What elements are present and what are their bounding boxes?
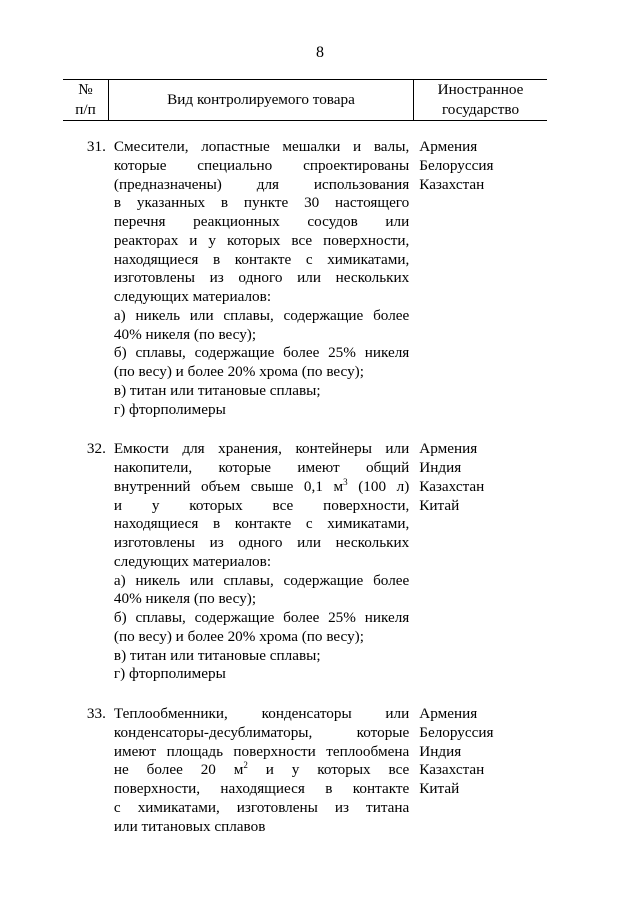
description-line (114, 761, 409, 780)
description-line (114, 628, 409, 647)
page-number: 8 (316, 44, 324, 61)
description-line (114, 382, 409, 401)
description-text: внутренний объем свыше 0,1 м (113, 477, 344, 495)
description-line (114, 326, 409, 345)
table-row (63, 440, 547, 684)
header-number-symbol: № (78, 81, 93, 98)
description-text: и у которых все (247, 761, 410, 779)
description-text: Емкости для хранения, контейнеры или (113, 440, 410, 458)
country-name: Армения (419, 440, 478, 458)
description-text: реакторах и у которых все поверхности, (113, 231, 410, 249)
description-line (114, 534, 409, 553)
country-name: Китай (419, 496, 460, 514)
item-countries (419, 138, 547, 419)
country-name: Китай (419, 780, 460, 797)
description-text: в указанных в пункте 30 настоящего (113, 194, 410, 212)
country-name: Казахстан (419, 175, 485, 193)
item-description (114, 705, 409, 836)
description-line (114, 572, 409, 591)
description-text: Смесители, лопастные мешалки и валы, (113, 138, 410, 155)
item-countries (419, 440, 547, 684)
country-name: Белоруссия (419, 156, 494, 174)
description-line (114, 157, 409, 176)
table-header (63, 79, 547, 121)
description-line (114, 138, 409, 157)
unit-exponent: 3 (343, 476, 348, 487)
country-name: Индия (419, 742, 462, 760)
table-body (63, 138, 547, 856)
description-line (114, 251, 409, 270)
table-row (63, 705, 547, 836)
description-line (114, 818, 409, 837)
description-line (114, 176, 409, 195)
description-text: следующих материалов: (113, 288, 272, 305)
description-line (114, 288, 409, 307)
description-line (114, 647, 409, 666)
description-line (114, 665, 409, 684)
description-line (114, 440, 409, 459)
item-number: 31. (86, 138, 106, 155)
description-text: (100 л) (347, 477, 410, 495)
description-text: конденсаторы-десублиматоры, которые (113, 723, 410, 741)
description-text: а) никель или сплавы, содержащие более (113, 306, 410, 324)
header-number-abbr: п/п (75, 101, 96, 118)
description-line (114, 307, 409, 326)
item-number: 32. (86, 440, 106, 458)
table-row (63, 138, 547, 419)
description-text: поверхности, находящиеся в контакте (113, 780, 410, 797)
description-text: и у которых все поверхности, (113, 496, 410, 514)
description-line (114, 724, 409, 743)
description-text: (по весу) и более 20% хрома (по весу); (113, 627, 364, 645)
description-line (114, 459, 409, 478)
description-text: б) сплавы, содержащие более 25% никеля (113, 609, 410, 626)
description-text: с химикатами, изготовлены из титана (113, 798, 410, 816)
country-name: Индия (419, 459, 462, 476)
description-line (114, 401, 409, 420)
description-line (114, 213, 409, 232)
description-text: накопители, которые имеют общий (113, 459, 410, 476)
description-text: в) титан или титановые сплавы; (113, 381, 321, 399)
country-name: Армения (419, 138, 478, 155)
description-line (114, 590, 409, 609)
description-text: (по весу) и более 20% хрома (по весу); (113, 363, 364, 380)
description-line (114, 553, 409, 572)
description-text: изготовлены из одного или нескольких (113, 269, 410, 287)
country-name: Армения (419, 705, 478, 722)
description-text: а) никель или сплавы, содержащие более (113, 571, 410, 589)
description-line (114, 194, 409, 213)
description-line (114, 515, 409, 534)
description-text: находящиеся в контакте с химикатами, (113, 515, 410, 533)
description-text: в) титан или титановые сплавы; (113, 646, 321, 664)
description-text: (предназначены) для использования (113, 175, 410, 193)
description-text: Теплообменники, конденсаторы или (113, 705, 410, 722)
description-text: которые специально спроектированы (113, 156, 410, 174)
item-countries (419, 705, 547, 836)
header-country-line1: Иностранное (437, 81, 524, 98)
description-text: изготовлены из одного или нескольких (113, 534, 410, 551)
description-text: б) сплавы, содержащие более 25% никеля (113, 344, 410, 362)
header-number-column (63, 80, 108, 120)
description-text: г) фторполимеры (113, 400, 226, 418)
country-name: Белоруссия (419, 723, 494, 741)
item-number: 33. (86, 705, 106, 722)
description-text: имеют площадь поверхности теплообмена (113, 742, 410, 760)
description-line (114, 269, 409, 288)
description-text: г) фторполимеры (113, 665, 226, 683)
description-text: или титановых сплавов (113, 817, 266, 835)
description-text: следующих материалов: (113, 552, 272, 570)
header-country-column (414, 80, 547, 120)
description-line (114, 705, 409, 724)
description-line (114, 363, 409, 382)
description-line (114, 497, 409, 516)
header-country-line2: государство (441, 101, 520, 118)
description-text: 40% никеля (по весу); (113, 325, 257, 343)
description-text: находящиеся в контакте с химикатами, (113, 250, 410, 268)
unit-exponent: 2 (243, 760, 248, 771)
description-text: 40% никеля (по весу); (113, 590, 257, 608)
description-line (114, 232, 409, 251)
header-goods-column (108, 80, 414, 120)
country-name: Казахстан (419, 477, 485, 495)
description-line (114, 344, 409, 363)
country-name: Казахстан (419, 761, 485, 779)
description-text: перечня реакционных сосудов или (113, 213, 410, 230)
description-text: не более 20 м (113, 761, 244, 779)
item-description (114, 440, 409, 684)
description-line (114, 609, 409, 628)
description-line (114, 799, 409, 818)
header-goods-label: Вид контролируемого товара (167, 91, 355, 108)
item-description (114, 138, 409, 419)
description-line (114, 478, 409, 497)
description-line (114, 743, 409, 762)
description-line (114, 780, 409, 799)
